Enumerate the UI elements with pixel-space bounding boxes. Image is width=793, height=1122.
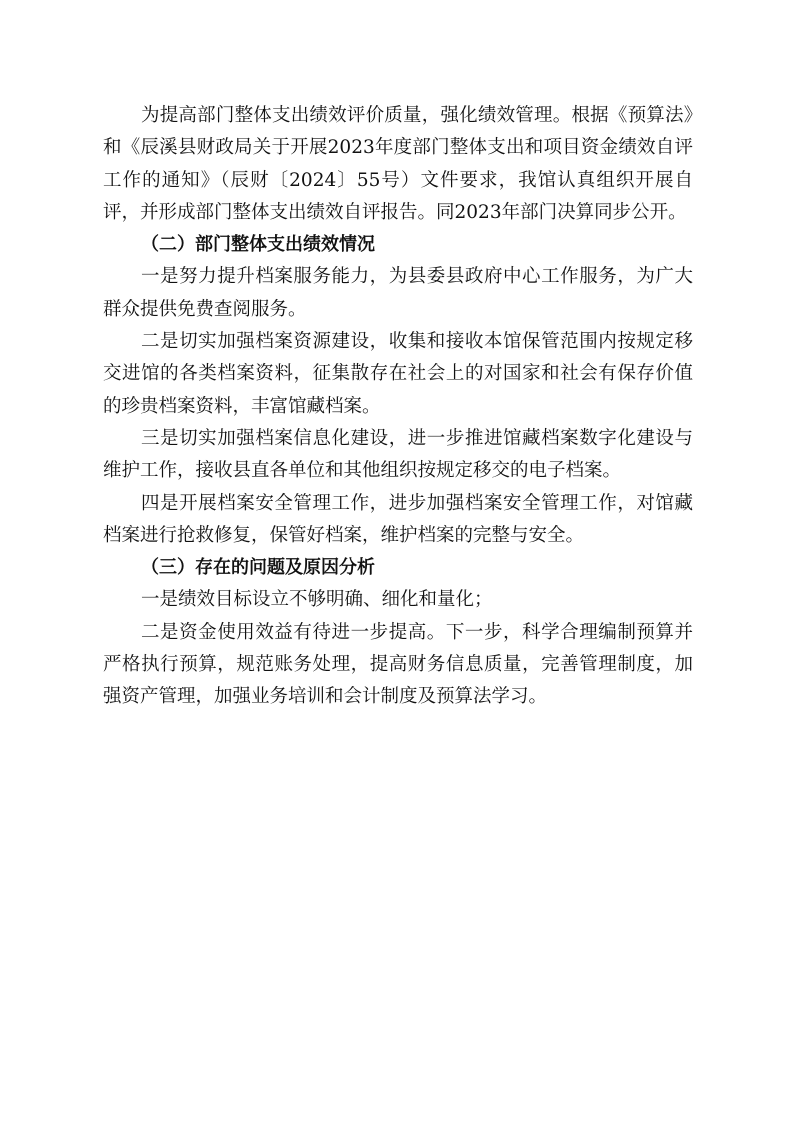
section-heading-problems: （三）存在的问题及原因分析 xyxy=(141,557,375,579)
paragraph-problem-2: 二是资金使用效益有待进一步提高。下一步，科学合理编制预算并严格执行预算，规范账务处理，提高财务信息质量，完善管理制度，加强资产管理，加强业务培训和会计制度及预算法学习。 xyxy=(103,621,693,708)
section-heading-performance: （二）部门整体支出绩效情况 xyxy=(141,234,375,256)
paragraph-item-3: 三是切实加强档案信息化建设，进一步推进馆藏档案数字化建设与维护工作，接收县直各单位和其他组织按规定移交的电子档案。 xyxy=(103,427,693,482)
paragraph-item-2: 二是切实加强档案资源建设，收集和接收本馆保管范围内按规定移交进馆的各类档案资料，征集散存在社会上的对国家和社会有保存价值的珍贵档案资料，丰富馆藏档案。 xyxy=(103,331,693,417)
paragraph-item-4: 四是开展档案安全管理工作，进步加强档案安全管理工作，对馆藏档案进行抢救修复，保管好档案，维护档案的完整与安全。 xyxy=(103,492,693,546)
paragraph-item-1: 一是努力提升档案服务能力，为县委县政府中心工作服务，为广大群众提供免费查阅服务。 xyxy=(103,266,693,320)
paragraph-intro: 为提高部门整体支出绩效评价质量，强化绩效管理。根据《预算法》和《辰溪县财政局关于开展2023年度部门整体支出和项目资金绩效自评工作的通知》（辰财〔2024〕55号）文件要求，我馆认真组织开展自评，并形成部门整体支出绩效自评报告。同2023年部门决算同步公开。 xyxy=(103,105,693,223)
paragraph-problem-1: 一是绩效目标设立不够明确、细化和量化； xyxy=(141,589,493,611)
document-body xyxy=(103,100,693,714)
